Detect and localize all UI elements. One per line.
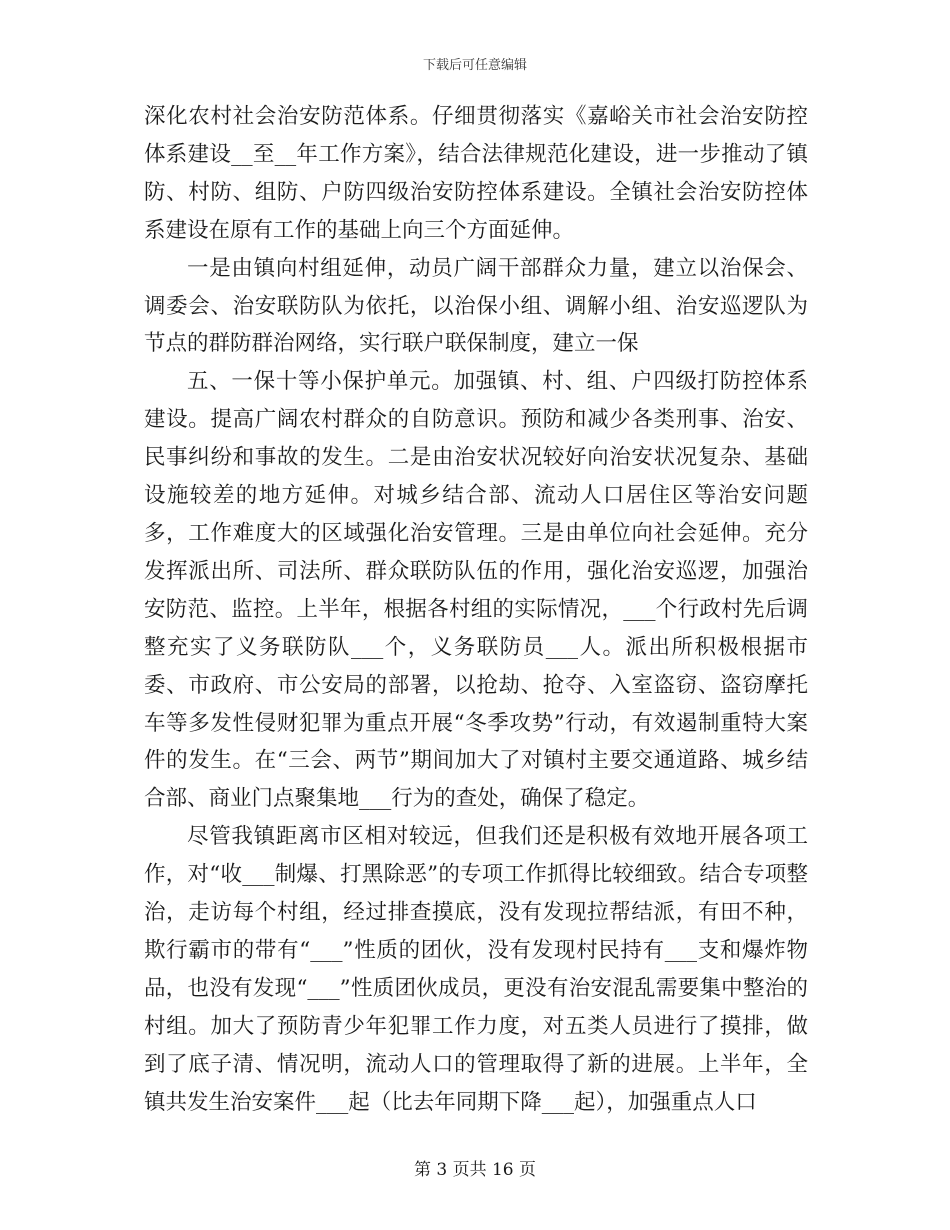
paragraph-2: 一是由镇向村组延伸，动员广阔干部群众力量，建立以治保会、调委会、治安联防队为依托，以治保小组、调解小组、治安巡逻队为节点的群防群治网络，实行联户联保制度，建立一保: [144, 255, 808, 357]
paragraph-3: 五、一保十等小保护单元。加强镇、村、组、户四级打防控体系建设。提高广阔农村群众的自防意识。预防和减少各类刑事、治安、民事纠纷和事故的发生。二是由治安状况较好向治安状况复杂、基础设施较差的地方延伸。对城乡结合部、流动人口居住区等治安问题多，工作难度大的区域强化治安管理。三是由单位向社会延伸。充分发挥派出所、司法所、群众联防队伍的作用，强化治安巡逻，加强治安防范、监控。上半年，根据各村组的实际情况，___个行政村先后调整充实了义务联防队___个，义务联防员___人。派出所积极根据市委、市政府、市公安局的部署，以抢劫、抢夺、入室盗窃、盗窃摩托车等多发性侵财犯罪为重点开展“冬季攻势”行动，有效遏制重特大案件的发生。在“三会、两节”期间加大了对镇村主要交通道路、城乡结合部、商业门点聚集地___行为的查处，确保了稳定。: [144, 369, 808, 812]
document-body: [144, 98, 808, 1121]
page-header-note: 下载后可任意编辑: [422, 58, 527, 73]
page-number-footer: 第 3 页共 16 页: [413, 1160, 537, 1180]
paragraph-4: 尽管我镇距离市区相对较远，但我们还是积极有效地开展各项工作，对“收___制爆、打黑除恶”的专项工作抓得比较细致。结合专项整治，走访每个村组，经过排查摸底，没有发现拉帮结派，有田不种，欺行霸市的带有“___”性质的团伙，没有发现村民持有___支和爆炸物品，也没有发现“___”性质团伙成员，更没有治安混乱需要集中整治的村组。加大了预防青少年犯罪工作力度，对五类人员进行了摸排，做到了底子清、情况明，流动人口的管理取得了新的进展。上半年，全镇共发生治安案件___起（比去年同期下降___起），加强重点人口: [144, 824, 808, 1115]
paragraph-1: 深化农村社会治安防范体系。仔细贯彻落实《嘉峪关市社会治安防控体系建设__至__年工作方案》，结合法律规范化建设，进一步推动了镇防、村防、组防、户防四级治安防控体系建设。全镇社会治安防控体系建设在原有工作的基础上向三个方面延伸。: [144, 104, 808, 243]
